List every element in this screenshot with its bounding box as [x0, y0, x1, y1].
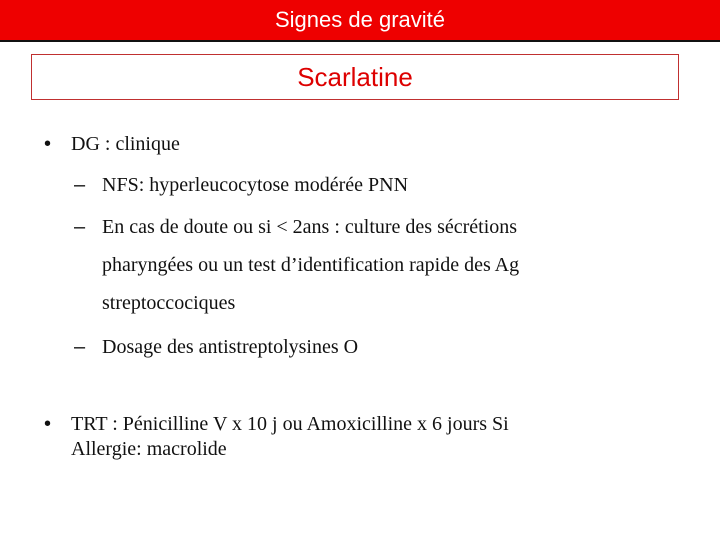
sub-item-text-line2: pharyngées ou un test d’identification rapide des Ag [102, 254, 520, 276]
bullet-text: DG : clinique [71, 133, 180, 155]
sub-item-text: NFS: hyperleucocytose modérée PNN [102, 174, 409, 196]
header-bar [0, 0, 720, 42]
sub-item-text: Dosage des antistreptolysines O [102, 336, 359, 358]
bullet-text-line2: Allergie: macrolide [71, 438, 227, 460]
header-title: Signes de gravité [275, 7, 445, 32]
slide-title: Scarlatine [297, 61, 413, 92]
bullet-marker: • [44, 413, 52, 435]
dash-marker: – [74, 174, 86, 196]
bullet-marker: • [44, 133, 52, 155]
dash-marker: – [74, 216, 86, 238]
slide-title-box [31, 54, 679, 100]
dash-marker: – [74, 336, 86, 358]
bullet-text-line1: TRT : Pénicilline V x 10 j ou Amoxicilline x 6 jours Si [71, 413, 509, 435]
sub-item-text-line1: En cas de doute ou si < 2ans : culture des sécrétions [102, 216, 518, 238]
sub-item-text-line3: streptoccociques [102, 292, 236, 314]
